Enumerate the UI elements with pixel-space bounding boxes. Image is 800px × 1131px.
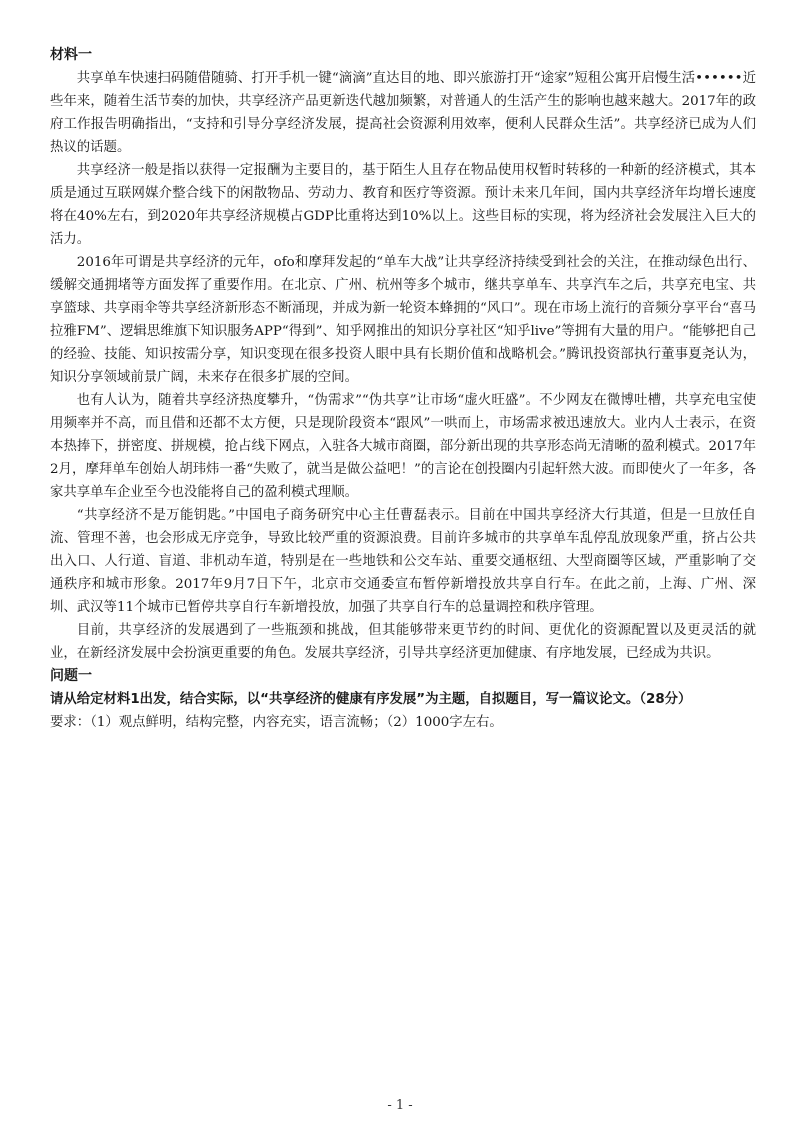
- material-paragraph-3: 2016年可谓是共享经济的元年，ofo和摩拜发起的“单车大战”让共享经济持续受到社会的关注，在推动绿色出行、缓解交通拥堵等方面发挥了重要作用。在北京、广州、杭州等多个城市，继共享单车、共享汽车之后，共享充电宝、共享篮球、共享雨伞等共享经济新形态不断涌现，并成为新一轮资本蜂拥的“风口”。现在市场上流行的音频分享平台“喜马拉雅FM”、逻辑思维旗下知识服务APP“得到”、知乎网推出的知识分享社区“知乎live”等拥有大量的用户。“能够把自己的经验、技能、知识按需分享，知识变现在很多投资人眼中具有长期价值和战略机会。”腾讯投资部执行董事夏尧认为，知识分享领域前景广阔，未来存在很多扩展的空间。: [50, 255, 756, 385]
- material-paragraph-5: “共享经济不是万能钥匙。”中国电子商务研究中心主任曹磊表示。目前在中国共享经济大行其道，但是一旦放任自流、管理不善，也会形成无序竞争，导致比较严重的资源浪费。目前许多城市的共享单车乱停乱放现象严重，挤占公共出入口、人行道、盲道、非机动车道，特别是在一些地铁和公交车站、重要交通枢纽、大型商圈等区域，严重影响了交通秩序和城市形象。2017年9月7日下午，北京市交通委宣布暂停新增投放共享自行车。在此之前，上海、广州、深圳、武汉等11个城市已暂停共享自行车新增投放，加强了共享自行车的总量调控和秩序管理。: [50, 508, 756, 615]
- material-paragraph-6: 目前，共享经济的发展遇到了一些瓶颈和挑战，但其能够带来更节约的时间、更优化的资源配置以及更灵活的就业，在新经济发展中会扮演更重要的角色。发展共享经济，引导共享经济更加健康、有序地发展，已经成为共识。: [50, 623, 756, 661]
- material-paragraph-4: 也有人认为，随着共享经济热度攀升，“伪需求”“伪共享”让市场“虚火旺盛”。不少网友在微博吐槽，共享充电宝使用频率并不高，而且借和还都不太方便，只是现阶段资本“跟风”一哄而上，市场需求被迅速放大。业内人士表示，在资本热捧下，拼密度、拼规模，抢占线下网点，入驻各大城市商圈，部分新出现的共享形态尚无清晰的盈利模式。2017年2月，摩拜单车创始人胡玮炜一番“失败了，就当是做公益吧！”的言论在创投圈内引起轩然大波。而即使火了一年多，各家共享单车企业至今也没能将自己的盈利模式理顺。: [50, 393, 756, 500]
- question-requirements: 要求：（1）观点鲜明，结构完整，内容充实，语言流畅；（2）1000字左右。: [50, 715, 503, 730]
- material-paragraph-1: 共享单车快速扫码随借随骑、打开手机一键“滴滴”直达目的地、即兴旅游打开“途家”短租公寓开启慢生活••••••近些年来，随着生活节奏的加快，共享经济产品更新迭代越加频繁，对普通人的生活产生的影响也越来越大。2017年的政府工作报告明确指出，“支持和引导分享经济发展，提高社会资源利用效率，便利人民群众生活”。共享经济已成为人们热议的话题。: [50, 71, 756, 155]
- question-prompt: 请从给定材料1出发，结合实际，以“共享经济的健康有序发展”为主题，自拟题目，写一篇议论文。（28分）: [50, 692, 692, 707]
- material-heading: 材料一: [50, 47, 92, 63]
- document-page: [50, 44, 756, 734]
- question-heading: 问题一: [50, 668, 92, 684]
- page-number: - 1 -: [387, 1098, 413, 1113]
- material-paragraph-2: 共享经济一般是指以获得一定报酬为主要目的，基于陌生人且存在物品使用权暂时转移的一种新的经济模式，其本质是通过互联网媒介整合线下的闲散物品、劳动力、教育和医疗等资源。预计未来几年间，国内共享经济年均增长速度将在40%左右，到2020年共享经济规模占GDP比重将达到10%以上。这些目标的实现，将为经济社会发展注入巨大的活力。: [50, 163, 756, 247]
